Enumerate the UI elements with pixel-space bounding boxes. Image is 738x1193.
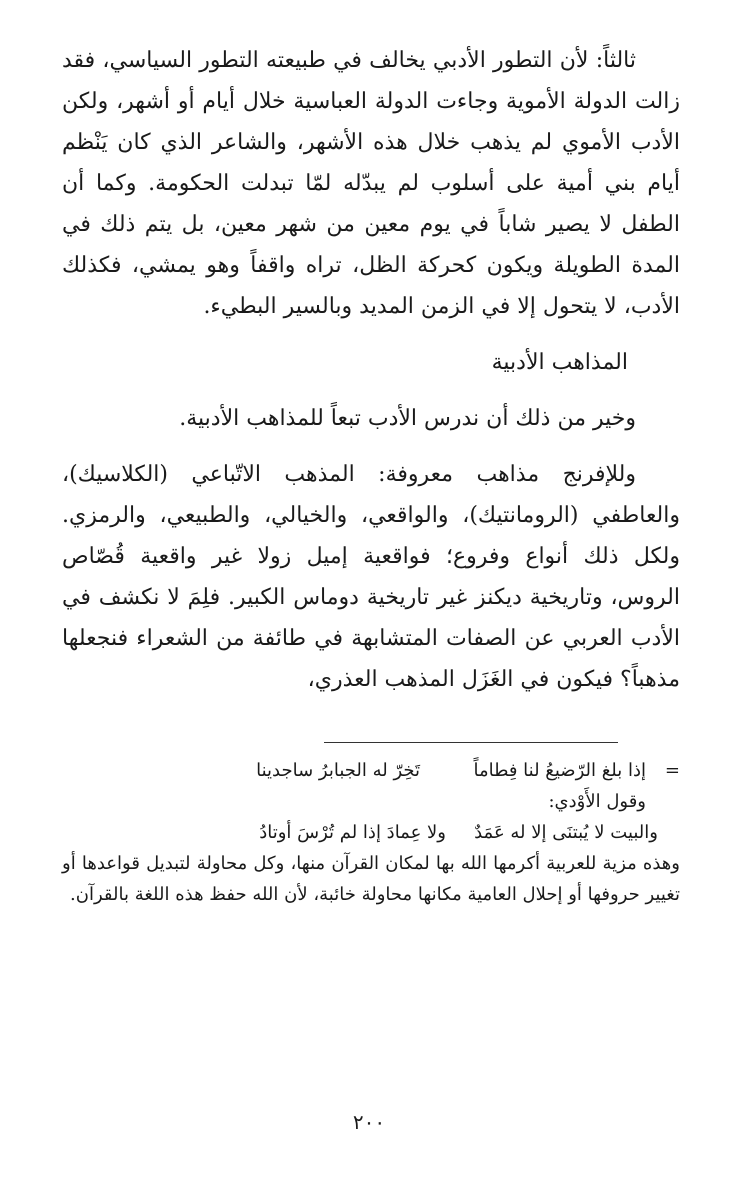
verse-2-second-hemistich: ولا عِمادَ إذا لم تُرْسَ أوتادُ: [259, 822, 446, 843]
continuation-marker: =: [664, 760, 680, 781]
footnote-verse-1: [62, 755, 680, 786]
footnote-paragraph: وهذه مزية للعربية أكرمها الله بها لمكان القرآن منها، وكل محاولة لتبديل قواعدها أو تغيير حروفها أو إحلال العامية مكانها محاولة خائبة، لأن الله حفظ هذه اللغة بالقرآن.: [62, 853, 680, 905]
verse-1-second-hemistich: تَخِرّ له الجبابرُ ساجدينا: [256, 760, 420, 781]
verse-1-first-hemistich: إذا بلغ الرّضيعُ لنا فِطاماً: [473, 760, 646, 781]
footnote-separator: [324, 742, 618, 743]
section-heading: المذاهب الأدبية: [491, 350, 628, 375]
paragraph-european-schools: وللإفرنج مذاهب معروفة: المذهب الاتّباعي (الكلاسيك)، والعاطفي (الرومانتيك)، والواقعي، والخيالي، والطبيعي، والرمزي. ولكل ذلك أنواع وفروع؛ فواقعية إميل زولا غير واقعية قُصّاص الروس، وتاريخية ديكنز غير تاريخية دوماس الكبير. فلِمَ لا نكشف في الأدب العربي عن الصفات المتشابهة في طائفة من الشعراء فنجعلها مذهباً؟ فيكون في الغَزَل المذهب العذري،: [62, 462, 680, 692]
verse-2-first-hemistich: والبيت لا يُبتنَى إلا له عَمَدٌ: [474, 822, 658, 843]
footnote-block: [62, 755, 680, 910]
paragraph-study-by-schools: وخير من ذلك أن ندرس الأدب تبعاً للمذاهب الأدبية.: [179, 406, 636, 431]
footnote-verse-2: [62, 817, 680, 848]
main-text: [62, 40, 680, 700]
paragraph-third-reason: ثالثاً: لأن التطور الأدبي يخالف في طبيعته التطور السياسي، فقد زالت الدولة الأموية وجاءت الدولة العباسية خلال أيام أو أشهر، ولكن الأدب الأموي لم يذهب خلال هذه الأشهر، والشاعر الذي كان يَنْظم أيام بني أمية على أسلوب لم يبدّله لمّا تبدلت الحكومة. وكما أن الطفل لا يصير شاباً في يوم معين من شهر معين، بل يتم ذلك في المدة الطويلة ويكون كحركة الظل، تراه واقفاً وهو يمشي، فكذلك الأدب، لا يتحول إلا في الزمن المديد وبالسير البطيء.: [62, 48, 680, 319]
footnote-attribution: وقول الأَوْدي:: [548, 791, 646, 812]
page-number: ٢٠٠: [352, 1110, 386, 1134]
